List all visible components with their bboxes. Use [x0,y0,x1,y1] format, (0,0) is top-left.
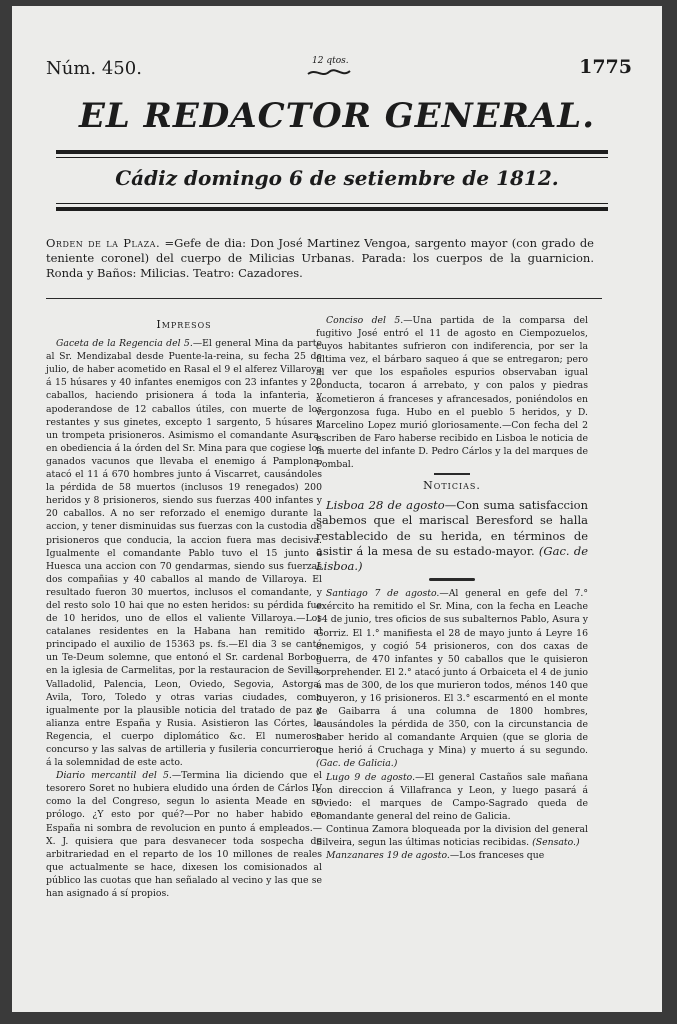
dateline-rule-thin [56,203,608,204]
gaceta-text: —El general Mina da parte al Sr. Mendizabal desde Puente-la-reina, su fecha 25 de julio, de haber acometido en Rasal el 9 el alferez Villaroya á 15 húsares y 40 infantes enemigos con 23 infantes y 20 caballos, haciendo prisionera á toda la infanteria, y apoderandose de 12 caballos útiles, con muerte de los restantes y sus ginetes, excepto 1 sargento, 5 húsares y un trompeta prisioneros. Asimismo el comandante Asura, en obediencia á la órden del Sr. Mina para que cogiese los ganados vacunos que llevaba el enemigo á Pamplona, atacó el 11 á 670 hombres junto á Viscarret, causándoles la pérdida de 58 muertos (inclusos 19 renegados) 200 heridos y 8 prisioneros, siendo sus fuerzas 400 infantes y 20 caballos. A no ser reforzado el enemigo durante la accion, y tener disminuidas sus fuerzas con la custodia de prisioneros que conducia, la accion fuera mas decisiva. Igualmente el comandante Pablo tuvo el 15 junto á Huesca una accion con 70 gendarmas, siendo sus fuerzas dos compañias y 40 caballos al mando de Villaroya. El resultado fueron 30 muertos, inclusos el comandante, y del resto solo 10 hai que no esten heridos: su pérdida fue de 10 heridos, uno de ellos el valiente Villaroya.—Los catalanes residentes en la Habana han remitido al principado el auxilio de 15363 ps. fs.—El dia 3 se cantó un Te-Deum solemne, que entonó el Sr. cardenal Borbon en la iglesia de Carmelitas, por la restauracion de Sevilla, Valladolid, Palencia, Leon, Oviedo, Segovia, Astorga, Avila, Toro, Toledo y otras varias ciudades, como igualmente por la plausible noticia del tratado de paz y alianza entre España y Rusia. Asistieron las Córtes, la Regencia, el cuerpo diplomático &c. El numeroso concurso y las salvas de artilleria y fusileria concurrieron á la solemnidad de este acto. [46,338,322,769]
orden-de-la-plaza [46,236,594,281]
manzanares-paragraph [316,849,588,862]
section-rule [46,298,602,299]
masthead-title: EL REDACTOR GENERAL. [78,96,596,136]
right-column [316,314,588,862]
conciso-title: Conciso del 5. [326,315,404,326]
conciso-paragraph [316,314,588,471]
flourish-ornament [306,66,352,78]
santiago-paragraph [316,587,588,770]
lisboa-place: Lisboa 28 de agosto [326,498,445,513]
conciso-text: —Una partida de la comparsa del fugitivo José entró el 11 de agosto en Ciempozuelos, cuyos habitantes sufrieron con indiferencia, por ser la última vez, el bárbaro saqueo á que se entregaron; pero al ver que los españoles espurios observaban igual conducta, tocaron á arrebato, y con palos y piedras acometieron á franceses y afrancesados, poniéndolos en vergonzosa fuga. Hubo en el pueblo 5 heridos, y D. Marcelino Lopez murió gloriosamente.—Con fecha del 2 escriben de Faro haberse recibido en Lisboa le noticia de la muerte del infante D. Pedro Cárlos y la del marques de Pombal. [316,315,588,471]
diario-title: Diario mercantil del 5. [56,770,172,782]
top-line [44,56,644,88]
lisboa-source: (Gac. de Lisboa.) [316,543,589,574]
issue-price: 12 qtos. [312,56,349,66]
manzanares-place: Manzanares 19 de agosto. [326,850,450,862]
lugo-paragraph [316,771,588,823]
lugo-place: Lugo 9 de agosto. [326,771,416,783]
zamora-text: Continua Zamora bloqueada por la division del general Silveira, segun las últimas noticias recibidas. [316,823,588,849]
page-number: 1775 [579,56,632,78]
divider-ornament [429,578,475,581]
santiago-source: (Gac. de Galicia.) [316,758,398,770]
zamora-source: (Sensato.) [532,837,580,849]
noticias-heading: Noticias. [423,479,481,493]
masthead-rule-top [56,150,608,154]
gaceta-title: Gaceta de la Regencia del 5. [56,338,193,350]
manzanares-text: —Los franceses que [449,850,545,862]
dateline-rule-thick [56,207,608,211]
newspaper-page [12,6,662,1012]
impresos-heading: Impresos [156,318,212,331]
lisboa-text: —Con suma satisfaccion sabemos que el mariscal Beresford se halla restablecido de su herida, en términos de asistir á la mesa de su estado-mayor. [316,498,588,558]
gaceta-paragraph [46,337,322,769]
lisboa-paragraph [316,498,588,574]
orden-label: Orden de la Plaza. [46,236,161,250]
santiago-place: Santiago 7 de agosto. [326,588,440,600]
masthead-rule-top-thin [56,157,608,158]
divider-ornament [434,473,470,475]
orden-text: =Gefe de dia: Don José Martinez Vengoa, sargento mayor (con grado de teniente coronel) del cuerpo de Milicias Urbanas. Parada: los cuerpos de la guarnicion. Ronda y Baños: Milicias. Teatro: Cazadores. [46,236,594,280]
diario-paragraph [46,769,322,900]
left-column [46,318,322,900]
santiago-text: —Al general en gefe del 7.° exército ha remitido el Sr. Mina, con la fecha en Leache 14 de junio, tres oficios de sus subalternos Pablo, Asura y Gorriz. El 1.° manifiesta el 28 de mayo junto á Leyre 16 enemigos, y cogió 54 prisioneros, con dos caxas de guerra, de 470 infantes y 50 caballos que le quisieron sorprehender. El 2.° atacó junto á Orbaiceta el 4 de junio á mas de 300, de los que murieron todos, ménos 140 que huyeron, y 16 prisioneros. El 3.° escarmentó en el monte de Gaibarra á una columna de 1800 hombres, causándoles la pérdida de 350, con la circunstancia de haber herido al comandante Arquien (que se gloria de que herió á Cruchaga y Mina) y muerto á su segundo. [316,588,588,757]
dateline: Cádiz domingo 6 de setiembre de 1812. [115,166,559,190]
zamora-paragraph [316,823,588,849]
diario-text: —Termina lia diciendo que el tesorero Soret no hubiera eludido una órden de Cárlos IV como la del Congreso, segun lo asienta Meade en su prólogo. ¿Y esto por qué?—Por no haber habido en España ni sombra de revolucion en punto á empleados.—X. J. quisiera que para desvanecer toda sospecha de arbitrariedad en el reparto de los 10 millones de reales que actualmente se hace, dixesen los comisionados al público las cuotas que han señalado al vecino y las que se han asignado á sí propios. [46,770,322,900]
lugo-text: —El general Castaños sale mañana con direccion á Villafranca y Leon, y luego pasará á Oviedo: el marques de Campo-Sagrado queda de comandante general del reino de Galicia. [316,771,588,822]
issue-number: Núm. 450. [46,58,142,79]
